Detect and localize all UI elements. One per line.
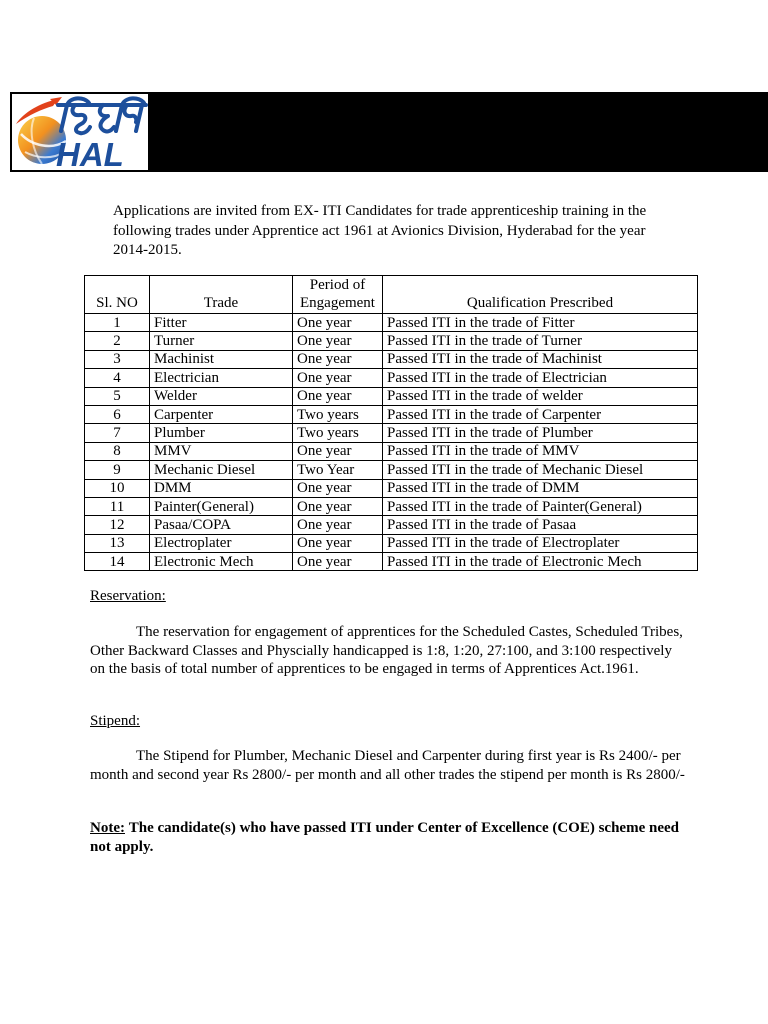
qualification-cell: Passed ITI in the trade of DMM [383,479,698,497]
period-cell: One year [293,534,383,552]
table-row [85,516,698,534]
table-row [85,479,698,497]
stipend-heading: Stipend: [90,713,141,729]
qualification-cell: Passed ITI in the trade of Fitter [383,314,698,332]
intro-line: Applications are invited from EX- ITI Candidates for trade apprenticeship training in the [113,203,647,219]
reservation-heading: Reservation: [90,588,166,604]
qualification-cell: Passed ITI in the trade of Mechanic Diesel [383,461,698,479]
qualification-cell: Passed ITI in the trade of Electroplater [383,534,698,552]
qualification-cell: Passed ITI in the trade of Electrician [383,369,698,387]
table-row [85,497,698,515]
trade-cell: Turner [150,332,293,350]
logo-hal-text: HAL [56,136,124,170]
hal-logo [12,94,148,170]
trade-cell: Plumber [150,424,293,442]
period-cell: One year [293,314,383,332]
reservation-line: Other Backward Classes and Physcially handicapped is 1:8, 1:20, 27:100, and 3:100 respectively [90,642,672,659]
qualification-cell: Passed ITI in the trade of MMV [383,442,698,460]
note-text: The candidate(s) who have passed ITI under Center of Excellence (COE) scheme need [128,820,679,836]
table-header-row [85,276,698,314]
header-trade: Trade [150,276,293,314]
table-body [85,314,698,571]
period-cell: One year [293,497,383,515]
period-cell: One year [293,350,383,368]
table-row [85,442,698,460]
trade-cell: Painter(General) [150,497,293,515]
serial-number-cell: 13 [85,534,150,552]
trade-cell: Mechanic Diesel [150,461,293,479]
serial-number-cell: 9 [85,461,150,479]
table-row [85,314,698,332]
header-period-of-engagement: Period of Engagement [293,276,383,314]
table-row [85,387,698,405]
period-cell: One year [293,516,383,534]
reservation-paragraph [90,623,683,679]
trade-cell: MMV [150,442,293,460]
intro-paragraph [113,202,646,261]
qualification-cell: Passed ITI in the trade of Turner [383,332,698,350]
intro-line: following trades under Apprentice act 1961 at Avionics Division, Hyderabad for the year [113,222,646,239]
serial-number-cell: 8 [85,442,150,460]
serial-number-cell: 5 [85,387,150,405]
period-cell: One year [293,442,383,460]
serial-number-cell: 2 [85,332,150,350]
hal-logo-graphic [12,94,148,170]
period-cell: One year [293,387,383,405]
note-line: not apply. [90,839,154,855]
stipend-line: month and second year Rs 2800/- per month and all other trades the stipend per month is Rs 2800/- [90,767,685,783]
period-cell: One year [293,332,383,350]
logo-hindi-lettering [58,98,146,133]
trade-cell: Machinist [150,350,293,368]
trades-table [84,275,698,571]
qualification-cell: Passed ITI in the trade of Machinist [383,350,698,368]
serial-number-cell: 3 [85,350,150,368]
qualification-cell: Passed ITI in the trade of Pasaa [383,516,698,534]
serial-number-cell: 1 [85,314,150,332]
trade-cell: Pasaa/COPA [150,516,293,534]
trade-cell: Carpenter [150,405,293,423]
note-paragraph [90,819,679,857]
trade-cell: Fitter [150,314,293,332]
table-row [85,369,698,387]
stipend-paragraph [90,747,685,785]
note-label: Note: [90,820,125,836]
trade-cell: DMM [150,479,293,497]
serial-number-cell: 10 [85,479,150,497]
trade-cell: Electrician [150,369,293,387]
trade-cell: Electronic Mech [150,553,293,571]
period-cell: One year [293,479,383,497]
table-row [85,424,698,442]
table-row [85,534,698,552]
serial-number-cell: 6 [85,405,150,423]
trade-cell: Welder [150,387,293,405]
qualification-cell: Passed ITI in the trade of welder [383,387,698,405]
reservation-line: The reservation for engagement of apprentices for the Scheduled Castes, Scheduled Tribes, [136,624,683,640]
period-cell: One year [293,369,383,387]
period-cell: Two years [293,405,383,423]
qualification-cell: Passed ITI in the trade of Carpenter [383,405,698,423]
serial-number-cell: 7 [85,424,150,442]
table-row [85,461,698,479]
header-serial-number: Sl. NO [85,276,150,314]
qualification-cell: Passed ITI in the trade of Painter(General) [383,497,698,515]
period-cell: One year [293,553,383,571]
stipend-line: The Stipend for Plumber, Mechanic Diesel and Carpenter during first year is Rs 2400/- per [136,748,681,764]
serial-number-cell: 14 [85,553,150,571]
qualification-cell: Passed ITI in the trade of Electronic Mech [383,553,698,571]
intro-line: 2014-2015. [113,242,182,258]
period-cell: Two years [293,424,383,442]
trade-cell: Electroplater [150,534,293,552]
reservation-line: on the basis of total number of apprentices to be engaged in terms of Apprentices Act.1961. [90,661,639,677]
note-line [90,819,679,838]
qualification-cell: Passed ITI in the trade of Plumber [383,424,698,442]
table-row [85,405,698,423]
table-row [85,332,698,350]
serial-number-cell: 12 [85,516,150,534]
period-cell: Two Year [293,461,383,479]
serial-number-cell: 4 [85,369,150,387]
header-qualification-prescribed: Qualification Prescribed [383,276,698,314]
serial-number-cell: 11 [85,497,150,515]
table-row [85,350,698,368]
table-row [85,553,698,571]
